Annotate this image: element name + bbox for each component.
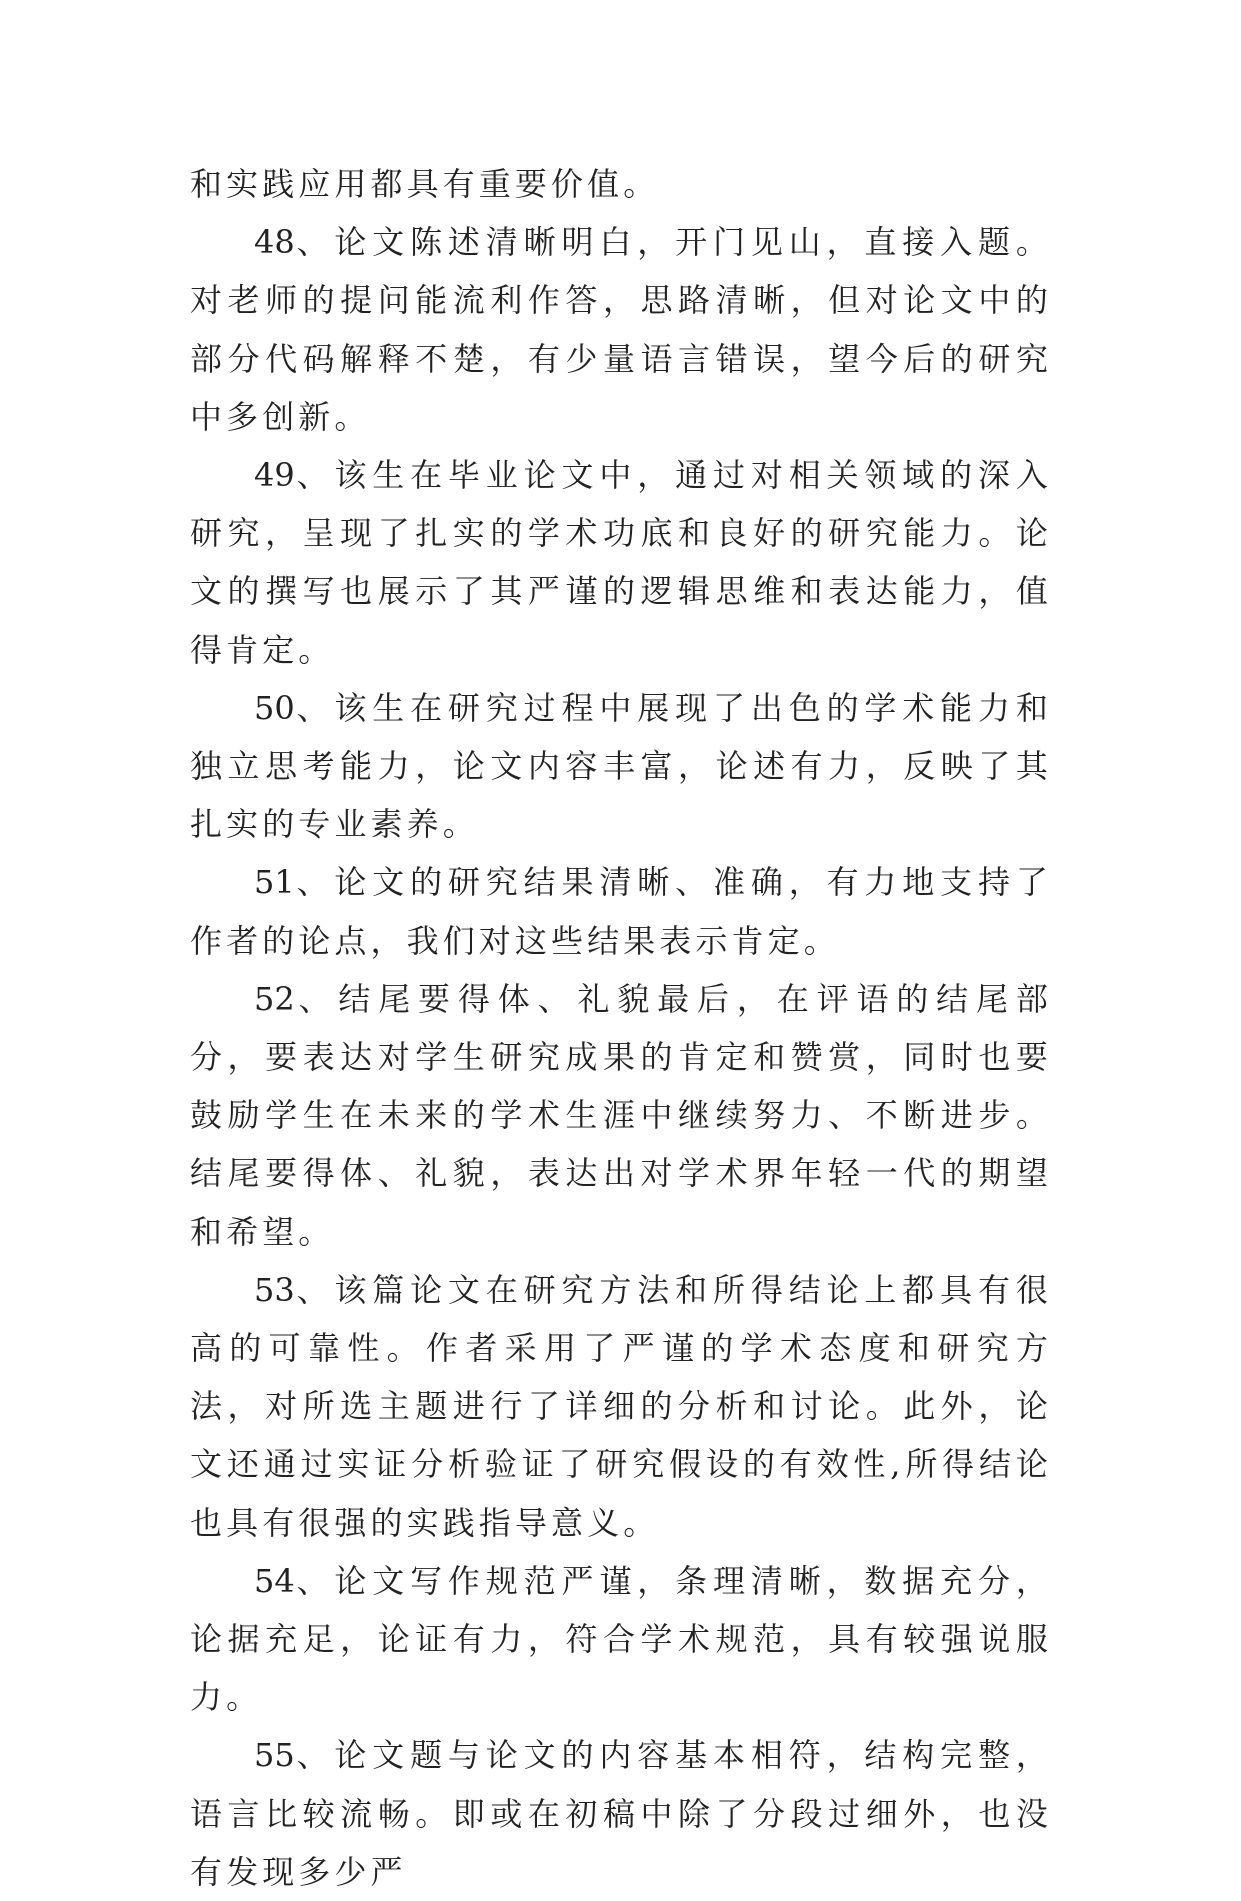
paragraph-number: 51 xyxy=(254,863,295,902)
paragraph-text: 、论文写作规范严谨，条理清晰，数据充分，论据充足，论证有力，符合学术规范，具有较强说服力。 xyxy=(190,1561,1052,1717)
paragraph-number: 53 xyxy=(254,1270,295,1309)
paragraph-text: 和实践应用都具有重要价值。 xyxy=(190,165,660,203)
paragraph-number: 55 xyxy=(254,1736,295,1775)
paragraph-number: 52 xyxy=(254,979,295,1018)
paragraph-number: 49 xyxy=(254,456,295,495)
paragraph-continuation xyxy=(190,155,1052,213)
paragraph-48 xyxy=(190,213,1052,446)
paragraph-52 xyxy=(190,970,1052,1261)
paragraph-50 xyxy=(190,679,1052,854)
paragraph-number: 50 xyxy=(254,688,295,727)
paragraph-55 xyxy=(190,1726,1052,1901)
paragraph-text: 、论文题与论文的内容基本相符，结构完整，语言比较流畅。即或在初稿中除了分段过细外，也没有发现多少严 xyxy=(190,1736,1052,1891)
paragraph-51 xyxy=(190,853,1052,969)
paragraph-text: 、论文陈述清晰明白，开门见山，直接入题。对老师的提问能流利作答，思路清晰，但对论文中的部分代码解释不楚，有少量语言错误，望今后的研究中多创新。 xyxy=(190,223,1052,436)
paragraph-number: 48 xyxy=(254,223,295,262)
paragraph-text: 、论文的研究结果清晰、准确，有力地支持了作者的论点，我们对这些结果表示肯定。 xyxy=(190,863,1052,960)
paragraph-text: 、结尾要得体、礼貌最后，在评语的结尾部分，要表达对学生研究成果的肯定和赞赏，同时也要鼓励学生在未来的学术生涯中继续努力、不断进步。结尾要得体、礼貌，表达出对学术界年轻一代的期望和希望。 xyxy=(190,979,1052,1251)
paragraph-49 xyxy=(190,446,1052,679)
paragraph-53 xyxy=(190,1261,1052,1552)
paragraph-text: 、该篇论文在研究方法和所得结论上都具有很高的可靠性。作者采用了严谨的学术态度和研究方法，对所选主题进行了详细的分析和讨论。此外，论文还通过实证分析验证了研究假设的有效性,所得结论也具有很强的实践指导意义。 xyxy=(190,1270,1052,1542)
paragraph-number: 54 xyxy=(254,1561,295,1600)
document-body xyxy=(190,155,1052,1901)
paragraph-54 xyxy=(190,1552,1052,1727)
paragraph-text: 、该生在研究过程中展现了出色的学术能力和独立思考能力，论文内容丰富，论述有力，反映了其扎实的专业素养。 xyxy=(190,688,1052,844)
paragraph-text: 、该生在毕业论文中，通过对相关领域的深入研究，呈现了扎实的学术功底和良好的研究能力。论文的撰写也展示了其严谨的逻辑思维和表达能力，值得肯定。 xyxy=(190,456,1052,669)
